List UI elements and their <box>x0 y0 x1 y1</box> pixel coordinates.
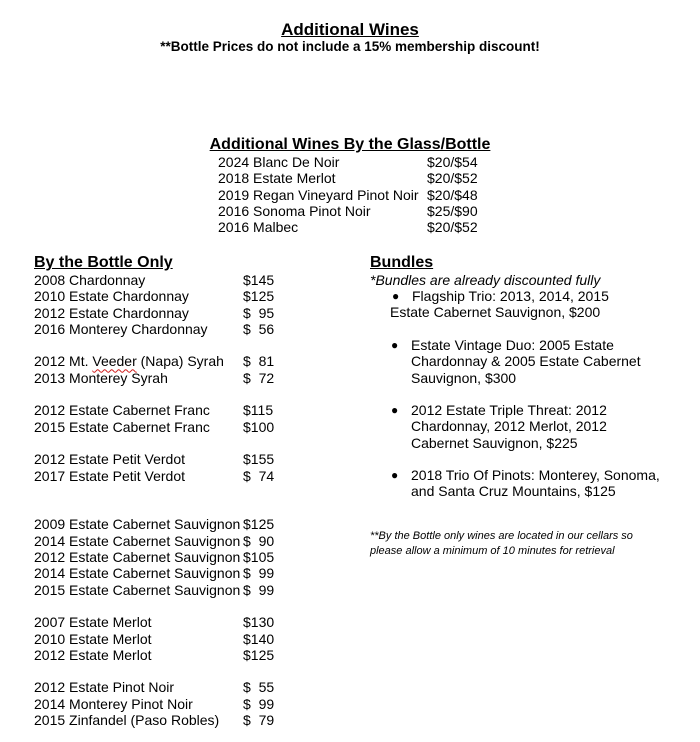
bottle-wine-item <box>34 402 294 418</box>
glass-wine-item <box>218 219 518 235</box>
wine-name: 2015 Zinfandel (Paso Robles) <box>34 712 220 729</box>
bundle-line: 2018 Trio Of Pinots: Monterey, Sonoma, <box>411 467 660 483</box>
wine-price: $ 99 <box>243 565 275 582</box>
wine-name: 2012 Estate Pinot Noir <box>34 679 175 696</box>
wine-name: 2008 Chardonnay <box>34 272 146 288</box>
wine-name: 2012 Estate Chardonnay <box>34 304 189 321</box>
bottle-wine-item <box>34 321 294 337</box>
wine-name: 2013 Monterey Syrah <box>34 369 168 386</box>
bottle-wine-item <box>34 679 294 695</box>
bundles-heading: Bundles <box>370 254 434 271</box>
bullet-icon: ● <box>391 338 399 352</box>
bundle-line: Estate Vintage Duo: 2005 Estate <box>411 337 614 353</box>
bundle-item <box>391 402 681 451</box>
bundle-line: and Santa Cruz Mountains, $125 <box>411 483 616 500</box>
bundle-line: 2012 Estate Triple Threat: 2012 <box>411 402 607 418</box>
wine-price: $ 79 <box>243 712 275 729</box>
wine-price: $ 74 <box>243 467 275 484</box>
bottle-wine-item <box>34 419 294 435</box>
bottle-wine-item <box>34 696 294 712</box>
wine-price: $20/$52 <box>427 219 478 236</box>
bullet-icon: ● <box>391 403 399 417</box>
wine-name: 2018 Estate Merlot <box>218 170 336 187</box>
wine-price: $ 81 <box>243 353 275 370</box>
wine-name <box>34 353 224 369</box>
note-line: please allow a minimum of 10 minutes for retrieval <box>370 545 615 557</box>
bottle-wine-item <box>34 647 294 663</box>
wine-price: $115 <box>243 402 274 419</box>
wine-name: 2012 Estate Merlot <box>34 646 152 663</box>
wine-price: $125 <box>243 516 275 533</box>
bottle-wine-item <box>34 582 294 598</box>
wine-price: $125 <box>243 646 275 663</box>
wine-name: 2010 Estate Chardonnay <box>34 288 189 305</box>
glass-section-heading: Additional Wines By the Glass/Bottle <box>209 136 491 153</box>
bundle-item <box>391 337 681 386</box>
wine-name: 2012 Estate Cabernet Sauvignon <box>34 549 241 566</box>
wine-name: 2017 Estate Petit Verdot <box>34 467 185 484</box>
bundle-item <box>391 467 696 500</box>
wine-name: 2012 Estate Cabernet Franc <box>34 402 210 419</box>
bottle-wine-list <box>34 272 294 728</box>
wine-name: 2016 Monterey Chardonnay <box>34 320 208 337</box>
bottle-wine-item <box>34 549 294 565</box>
glass-wine-item <box>218 154 518 170</box>
wine-name: 2015 Estate Cabernet Franc <box>34 418 210 435</box>
wine-name: 2014 Monterey Pinot Noir <box>34 695 193 712</box>
group-spacer <box>34 386 294 402</box>
bottle-wine-item <box>34 712 294 728</box>
wine-price: $ 56 <box>243 320 275 337</box>
glass-wine-item <box>218 187 518 203</box>
wine-name: 2009 Estate Cabernet Sauvignon <box>34 516 241 533</box>
bottle-wine-item <box>34 305 294 321</box>
wine-price: $25/$90 <box>427 202 478 219</box>
bundle-line: Sauvignon, $300 <box>411 369 517 386</box>
wine-price: $ 72 <box>243 369 275 386</box>
wine-price: $ 99 <box>243 581 275 598</box>
wine-price: $20/$52 <box>427 170 478 187</box>
wine-name: 2014 Estate Cabernet Sauvignon <box>34 532 241 549</box>
page-title: Additional Wines <box>281 20 419 39</box>
bundle-line: Flagship Trio: 2013, 2014, 2015 <box>412 288 609 304</box>
group-spacer <box>34 663 294 679</box>
wine-price: $125 <box>243 288 275 305</box>
wine-price: $ 99 <box>243 695 275 712</box>
wine-price: $130 <box>243 614 275 631</box>
wine-price: $ 55 <box>243 679 275 696</box>
wine-price: $ 90 <box>243 532 275 549</box>
bullet-icon: ● <box>392 289 400 303</box>
wine-name: 2024 Blanc De Noir <box>218 154 340 170</box>
wine-name: 2016 Malbec <box>218 219 299 236</box>
wine-price: $100 <box>243 418 275 435</box>
spellcheck-marked-word: Veeder <box>92 353 137 370</box>
bottle-wine-item <box>34 370 294 386</box>
glass-wine-item <box>218 203 518 219</box>
bottle-section-heading: By the Bottle Only <box>34 254 173 271</box>
wine-price: $140 <box>243 630 275 647</box>
bundle-line: Cabernet Sauvignon, $225 <box>411 434 578 451</box>
membership-discount-note: **Bottle Prices do not include a 15% membership discount! <box>160 39 540 54</box>
wine-price: $20/$48 <box>427 186 478 203</box>
bundles-discount-note: *Bundles are already discounted fully <box>370 272 601 288</box>
note-line: **By the Bottle only wines are located in our cellars so <box>370 530 633 542</box>
bottle-wine-item <box>34 533 294 549</box>
bottle-wine-item <box>34 516 294 532</box>
wine-name: 2012 Estate Petit Verdot <box>34 451 185 468</box>
bottle-wine-item <box>34 614 294 630</box>
wine-price: $20/$54 <box>427 154 478 170</box>
wine-price: $ 95 <box>243 304 275 321</box>
bundle-item <box>390 288 670 321</box>
bottle-wine-item <box>34 272 294 288</box>
wine-name: 2015 Estate Cabernet Sauvignon <box>34 581 241 598</box>
bundle-line: Chardonnay & 2005 Estate Cabernet <box>411 353 641 370</box>
glass-wine-list <box>218 154 518 235</box>
group-spacer <box>34 500 294 516</box>
wine-price: $155 <box>243 451 275 468</box>
wine-name-part: (Napa) Syrah <box>136 353 224 370</box>
wine-name: 2010 Estate Merlot <box>34 630 152 647</box>
wine-name: 2014 Estate Cabernet Sauvignon <box>34 565 241 582</box>
bottle-wine-item <box>34 565 294 581</box>
bottle-wine-item <box>34 631 294 647</box>
cellar-retrieval-note <box>370 529 670 559</box>
wine-name-part: 2012 Mt. <box>34 353 93 370</box>
group-spacer <box>34 337 294 353</box>
wine-name: 2016 Sonoma Pinot Noir <box>218 202 371 219</box>
bottle-wine-item <box>34 451 294 467</box>
bullet-icon: ● <box>391 468 399 482</box>
bottle-wine-item <box>34 353 294 369</box>
wine-name: 2019 Regan Vineyard Pinot Noir <box>218 186 419 203</box>
bottle-wine-item <box>34 468 294 484</box>
wine-price: $145 <box>243 272 275 288</box>
group-spacer <box>34 598 294 614</box>
bundle-line: Chardonnay, 2012 Merlot, 2012 <box>411 418 607 435</box>
group-spacer <box>34 484 294 500</box>
glass-wine-item <box>218 170 518 186</box>
group-spacer <box>34 435 294 451</box>
bottle-wine-item <box>34 288 294 304</box>
bundle-line: Estate Cabernet Sauvignon, $200 <box>390 304 601 321</box>
wine-price: $105 <box>243 549 275 566</box>
wine-name: 2007 Estate Merlot <box>34 614 152 631</box>
